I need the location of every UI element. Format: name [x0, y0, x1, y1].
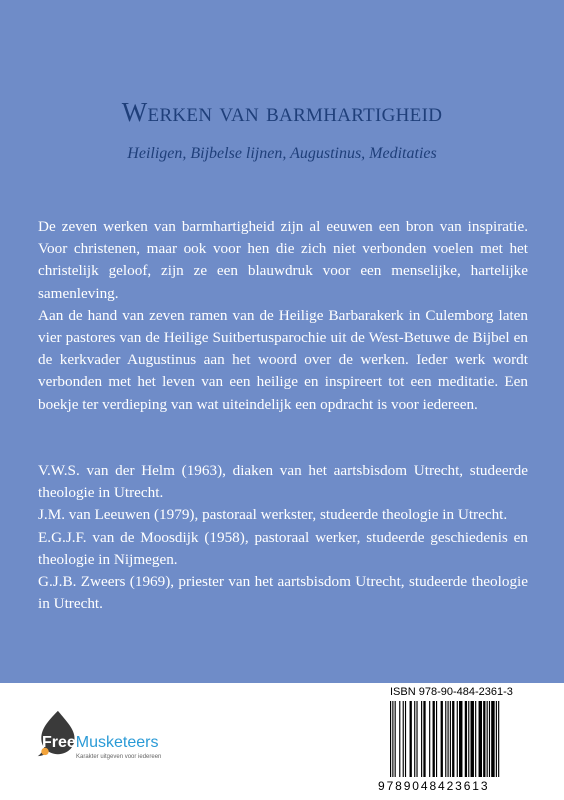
publisher-tagline: Karakter uitgeven voor iedereen	[76, 754, 162, 760]
barcode-bar	[489, 701, 490, 777]
author-list	[38, 460, 528, 615]
barcode	[378, 683, 548, 797]
barcode-bar	[395, 701, 396, 777]
barcode-bar	[429, 701, 430, 777]
barcode-bar	[445, 701, 446, 777]
barcode-bar	[498, 701, 499, 777]
barcode-bar	[410, 701, 412, 777]
publisher-logo	[36, 707, 226, 767]
author-1: V.W.S. van der Helm (1963), diaken van het aartsbisdom Utrecht, studeerde theologie in Utrecht.	[38, 462, 528, 502]
barcode-bar	[414, 701, 415, 777]
barcode-bar	[448, 701, 449, 777]
barcode-bar	[421, 701, 422, 777]
author-4: G.J.B. Zweers (1969), priester van het aartsbisdom Utrecht, studeerde theologie in Utrecht.	[38, 573, 528, 613]
barcode-bar	[441, 701, 443, 777]
barcode-bar	[465, 701, 467, 777]
barcode-bar	[436, 701, 437, 777]
publisher-name-free: Free	[42, 734, 76, 751]
barcode-bar	[468, 701, 469, 777]
isbn-label: ISBN 978-90-484-2361-3	[390, 686, 513, 698]
barcode-bar	[491, 701, 494, 777]
barcode-bar	[459, 701, 462, 777]
barcode-bar	[450, 701, 451, 777]
barcode-bar	[399, 701, 400, 777]
blurb	[38, 216, 528, 416]
blurb-paragraph-2: Aan de hand van zeven ramen van de Heilige Barbarakerk in Culemborg laten vier pastores van de Heilige Suitbertusparochie uit de West-Betuwe de Bijbel en de kerkvader Augustinus aan het woord over de werken. Ieder werk wordt verbonden met het leven van een heilige en inspireert tot een meditatie. Een boekje ter verdieping van wat uiteindelijk een opdracht is voor iedereen.	[38, 306, 528, 413]
author-2: J.M. van Leeuwen (1979), pastoraal werkster, studeerde theologie in Utrecht.	[38, 506, 508, 524]
book-subtitle: Heiligen, Bijbelse lijnen, Augustinus, Meditaties	[127, 145, 437, 162]
footer	[0, 683, 564, 800]
barcode-bar	[475, 701, 476, 777]
barcode-bar	[405, 701, 406, 777]
barcode-bar	[471, 701, 474, 777]
barcode-bar	[392, 701, 393, 777]
blurb-paragraph-1: De zeven werken van barmhartigheid zijn al eeuwen een bron van inspiratie. Voor christenen, maar ook voor hen die zich niet verbonden voelen met het christelijk geloof, zijn ze een blauwdruk voor een menselijke, hartelijke samenleving.	[38, 218, 528, 302]
barcode-bar	[433, 701, 435, 777]
barcode-bar	[452, 701, 454, 777]
barcode-bars	[378, 701, 548, 781]
barcode-bar	[487, 701, 488, 777]
publisher-name-musketeers: Musketeers	[75, 734, 159, 751]
ean-digits: 9789048423613	[378, 779, 490, 793]
barcode-bar	[457, 701, 458, 777]
barcode-bar	[496, 701, 497, 777]
barcode-bar	[483, 701, 485, 777]
barcode-bar	[390, 701, 391, 777]
barcode-bar	[479, 701, 482, 777]
author-3: E.G.J.F. van de Moosdijk (1958), pastoraal werker, studeerde geschiedenis en theologie in Nijmegen.	[38, 528, 528, 568]
barcode-bar	[423, 701, 425, 777]
barcode-bar	[403, 701, 404, 777]
publisher-name	[42, 734, 159, 752]
barcode-bar	[416, 701, 417, 777]
book-title: Werken van barmhartigheid	[121, 97, 443, 127]
